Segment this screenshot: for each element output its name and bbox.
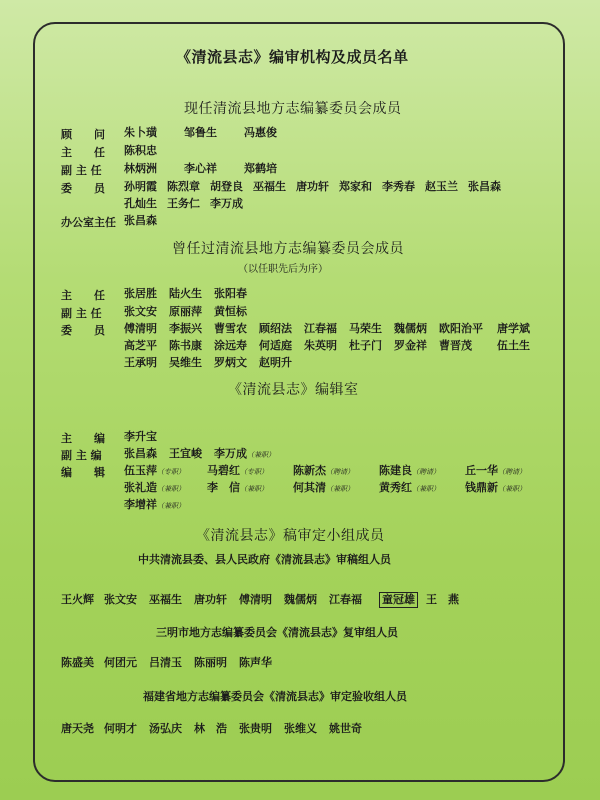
name-row [124, 287, 259, 301]
role-label: 编 辑 [61, 466, 105, 479]
role-tag: （兼职） [247, 451, 275, 459]
person-name: 陈书康 [169, 339, 202, 352]
review-subheading: 三明市地方志编纂委员会《清流县志》复审组人员 [156, 626, 398, 639]
person-name: 张文安 [104, 593, 137, 606]
role-label: 主 任 [61, 289, 105, 302]
person-name: 王务仁 [167, 197, 200, 210]
person-name: 张居胜 [124, 287, 157, 300]
person-name: 陆火生 [169, 287, 202, 300]
person-name: 伍土生 [497, 339, 530, 352]
person-name-boxed: 童冠雄 [379, 592, 418, 608]
role-tag: （兼职） [498, 485, 526, 493]
person-name: 曹晋茂 [439, 339, 472, 352]
person-name: 张昌森 [468, 180, 501, 193]
person-name: 魏儒炳 [284, 593, 317, 606]
person-name: 张维义 [284, 722, 317, 735]
role-label: 副 主 任 [61, 307, 102, 320]
person-name: 傅清明 [124, 322, 157, 335]
former-committee-heading: 曾任过清流县地方志编纂委员会成员 [172, 241, 404, 257]
role-tag: （聘请） [326, 468, 354, 476]
name-row [124, 180, 508, 194]
person-name: 姚世奇 [329, 722, 362, 735]
person-name: 王承明 [124, 356, 157, 369]
role-tag: （兼职） [326, 485, 354, 493]
person-name: 陈积忠 [124, 144, 157, 157]
person-name: 高芝平 [124, 339, 157, 352]
person-name: 江春福 [329, 593, 362, 606]
role-tag: （兼职） [157, 502, 185, 510]
role-label: 主 编 [61, 432, 105, 445]
person-name: 傅清明 [239, 593, 272, 606]
name-row [124, 464, 526, 479]
review-subheading: 中共清流县委、县人民政府《清流县志》审稿组人员 [138, 553, 391, 566]
person-name: 吴维生 [169, 356, 202, 369]
person-name: 朱英明 [304, 339, 337, 352]
person-name: 张阳春 [214, 287, 247, 300]
person-name: 邹鲁生 [184, 126, 217, 139]
person-name: 张贵明 [239, 722, 272, 735]
role-tag: （兼职） [240, 485, 268, 493]
role-label: 副 主 编 [61, 449, 102, 462]
role-label: 副 主 任 [61, 164, 102, 177]
ordering-note: （以任职先后为序） [238, 264, 328, 275]
person-name: 黄恒标 [214, 305, 247, 318]
person-name: 汤弘庆 [149, 722, 182, 735]
role-label: 顾 问 [61, 128, 105, 141]
person-name: 唐学斌 [497, 322, 530, 335]
person-name: 郑鹤培 [244, 162, 277, 175]
name-row [124, 126, 304, 140]
person-name: 李振兴 [169, 322, 202, 335]
person-name: 罗炳文 [214, 356, 247, 369]
person-name: 江春福 [304, 322, 337, 335]
name-row [124, 144, 184, 158]
role-tag: （聘请） [412, 468, 440, 476]
person-name: 张昌森 [124, 214, 157, 227]
person-name: 林 浩 [194, 722, 227, 735]
person-name: 马碧红（专职） [207, 464, 268, 477]
person-name: 何其清（兼职） [293, 481, 354, 494]
person-name: 赵玉兰 [425, 180, 458, 193]
person-name: 朱卜璜 [124, 126, 157, 139]
role-label: 主 任 [61, 146, 105, 159]
person-name: 李心祥 [184, 162, 217, 175]
name-row [124, 356, 304, 370]
person-name: 吕清玉 [149, 656, 182, 669]
person-name: 孙明霞 [124, 180, 157, 193]
person-name: 张文安 [124, 305, 157, 318]
person-name: 赵明升 [259, 356, 292, 369]
person-name: 何明才 [104, 722, 137, 735]
role-label: 办公室主任 [61, 216, 116, 229]
role-label: 委 员 [61, 324, 105, 337]
person-name: 涂远寿 [214, 339, 247, 352]
person-name: 李秀春 [382, 180, 415, 193]
name-row [124, 162, 304, 176]
person-name: 陈烈章 [167, 180, 200, 193]
person-name: 张昌森 [124, 447, 157, 460]
person-name: 曹雪农 [214, 322, 247, 335]
person-name: 陈丽明 [194, 656, 227, 669]
person-name: 林炳洲 [124, 162, 157, 175]
person-name: 罗金祥 [394, 339, 427, 352]
person-name: 李 信（兼职） [207, 481, 268, 494]
review-group-heading: 《清流县志》稿审定小组成员 [196, 528, 385, 544]
person-name: 何团元 [104, 656, 137, 669]
person-name: 李升宝 [124, 430, 157, 443]
name-row [124, 305, 259, 319]
person-name: 胡登良 [210, 180, 243, 193]
current-committee-heading: 现任清流县地方志编纂委员会成员 [184, 101, 402, 117]
name-row [124, 498, 185, 513]
review-subheading: 福建省地方志编纂委员会《清流县志》审定验收组人员 [143, 690, 407, 703]
name-row [61, 656, 284, 670]
person-name: 陈建良（聘请） [379, 464, 440, 477]
person-name: 黄秀红（兼职） [379, 481, 440, 494]
person-name: 李万成（兼职） [214, 447, 275, 460]
person-name: 魏儒炳 [394, 322, 427, 335]
person-name: 唐功轩 [194, 593, 227, 606]
person-name: 杜子门 [349, 339, 382, 352]
person-name: 陈声华 [239, 656, 272, 669]
role-tag: （专职） [157, 468, 185, 476]
person-name: 马荣生 [349, 322, 382, 335]
person-name: 张礼造（兼职） [124, 481, 185, 494]
name-row [61, 592, 459, 608]
person-name: 陈新杰（聘请） [293, 464, 354, 477]
person-name: 冯惠俊 [244, 126, 277, 139]
editorial-office-heading: 《清流县志》编辑室 [228, 382, 359, 398]
person-name: 何适庭 [259, 339, 292, 352]
person-name: 王 燕 [426, 593, 459, 606]
role-tag: （聘请） [498, 468, 526, 476]
name-row [61, 722, 374, 736]
role-tag: （兼职） [412, 485, 440, 493]
name-row [124, 197, 253, 211]
person-name: 孔灿生 [124, 197, 157, 210]
person-name: 钱鼎新（兼职） [465, 481, 526, 494]
name-row [124, 430, 157, 444]
person-name: 李万成 [210, 197, 243, 210]
person-name: 欧阳治平 [439, 322, 483, 335]
person-name: 顾绍法 [259, 322, 292, 335]
name-row [124, 322, 537, 336]
person-name: 陈盛美 [61, 656, 94, 669]
person-name: 唐功轩 [296, 180, 329, 193]
person-name: 李增祥（兼职） [124, 498, 185, 511]
person-name: 原丽萍 [169, 305, 202, 318]
document-title: 《清流县志》编审机构及成员名单 [176, 48, 409, 66]
name-row [124, 481, 526, 496]
role-tag: （兼职） [157, 485, 185, 493]
person-name: 王宜峻 [169, 447, 202, 460]
person-name: 巫福生 [253, 180, 286, 193]
person-name: 巫福生 [149, 593, 182, 606]
person-name: 郑家和 [339, 180, 372, 193]
name-row [124, 339, 537, 353]
person-name: 丘一华（聘请） [465, 464, 526, 477]
name-row [124, 214, 184, 228]
person-name: 唐天尧 [61, 722, 94, 735]
role-tag: （专职） [240, 468, 268, 476]
name-row [124, 447, 275, 462]
person-name: 伍玉萍（专职） [124, 464, 185, 477]
person-name: 王火辉 [61, 593, 94, 606]
role-label: 委 员 [61, 182, 105, 195]
